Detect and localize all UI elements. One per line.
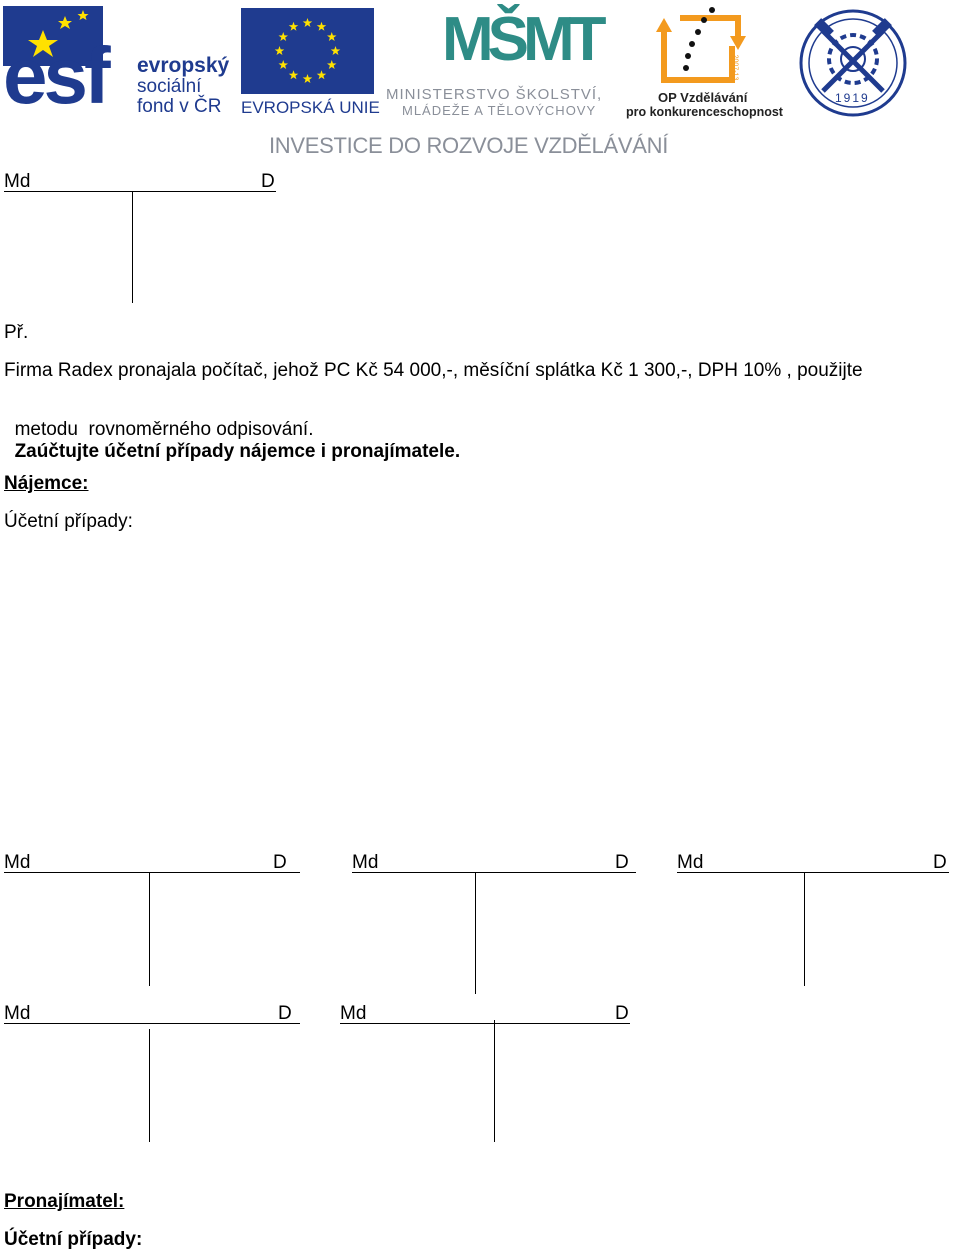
esf-logo [3, 6, 235, 118]
najemce-heading: Nájemce: [4, 473, 89, 494]
t-account-top-line [4, 191, 276, 192]
eu-flag-icon [241, 8, 374, 94]
eu-caption: EVROPSKÁ UNIE [241, 98, 380, 117]
op-line2: pro konkurenceschopnost [626, 105, 783, 119]
op-logo [624, 6, 783, 122]
t-account-stem [149, 872, 150, 986]
exercise-line1: Firma Radex pronajala počítač, jehož PC Kč 54 000,-, měsíční splátka Kč 1 300,-, DPH 10% , použijte [4, 360, 863, 381]
t-account-stem [494, 1020, 495, 1142]
najemce-cases-label: Účetní případy: [4, 511, 133, 532]
t-account-top-line [677, 872, 949, 873]
exercise-line2-plain: metodu rovnoměrného odpisování. [14, 419, 314, 440]
exercise-label: Př. [4, 322, 29, 343]
credit-label: D [615, 852, 629, 873]
debit-label: Md [340, 1003, 367, 1024]
exercise-task: Zaúčtujte účetní případy nájemce i pronajímatele. [14, 441, 461, 462]
op-cycle-icon [654, 6, 754, 88]
pronajimatel-cases-label: Účetní případy: [4, 1229, 143, 1250]
esf-wordmark: esf [3, 31, 107, 120]
credit-label: D [278, 1003, 292, 1024]
pronajimatel-heading: Pronajímatel: [4, 1191, 125, 1212]
credit-label: D [933, 852, 947, 873]
debit-label: Md [4, 171, 31, 192]
t-account-stem [804, 872, 805, 986]
seal-logo [799, 9, 909, 119]
debit-label: Md [352, 852, 379, 873]
op-line1: OP Vzdělávání [658, 90, 748, 105]
esf-line1: evropský [137, 54, 230, 77]
t-account-stem [132, 191, 133, 303]
t-account-top-line [4, 872, 300, 873]
t-account-top-line [352, 872, 636, 873]
t-account-top-line [340, 1023, 630, 1024]
credit-label: D [273, 852, 287, 873]
debit-label: Md [677, 852, 704, 873]
msmt-line1: MINISTERSTVO ŠKOLSTVÍ, [386, 86, 603, 103]
esf-line2: sociální [137, 76, 202, 97]
eu-logo [241, 8, 380, 120]
t-account-stem [475, 872, 476, 994]
credit-label: D [261, 171, 275, 192]
debit-label: Md [4, 1003, 31, 1024]
debit-label: Md [4, 852, 31, 873]
esf-line3: fond v ČR [137, 96, 222, 117]
header-tagline: INVESTICE DO ROZVOJE VZDĚLÁVÁNÍ [269, 133, 669, 158]
seal-year: 1919 [835, 91, 870, 105]
msmt-logo [384, 4, 616, 122]
t-account-top-line [4, 1023, 300, 1024]
credit-label: D [615, 1003, 629, 1024]
t-account-stem [149, 1029, 150, 1142]
op-years: 2007-13 [731, 54, 739, 81]
exercise-line2 [4, 397, 460, 463]
msmt-mark: MŠMT [442, 5, 601, 74]
msmt-line2: MLÁDEŽE A TĚLOVÝCHOVY [402, 103, 597, 118]
